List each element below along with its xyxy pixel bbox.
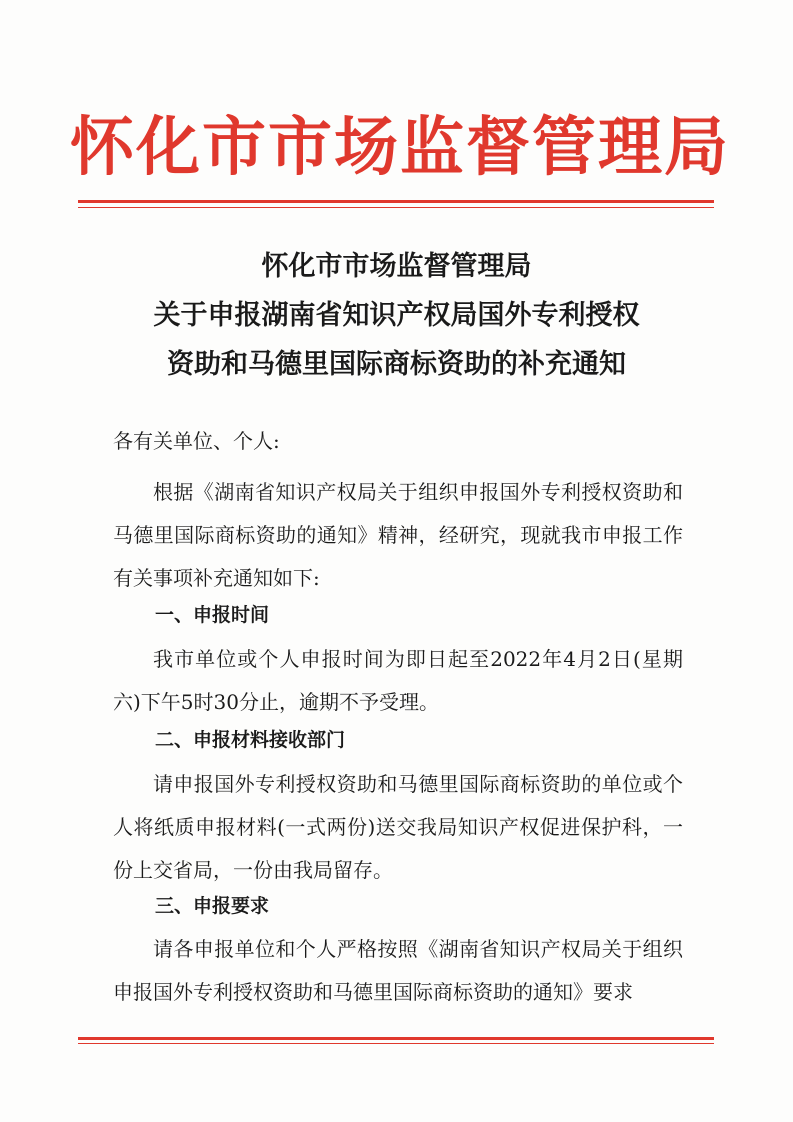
letterhead-rule-thin (78, 207, 714, 208)
document-title-line-1: 怀化市市场监督管理局 (261, 251, 532, 282)
section-1-text: 我市单位或个人申报时间为即日起至2022年4月2日(星期六)下午5时30分止，逾期不予受理。 (113, 647, 683, 714)
intro-paragraph: 根据《湖南省知识产权局关于组织申报国外专利授权资助和马德里国际商标资助的通知》精神，经研究，现就我市申报工作有关事项补充通知如下: (113, 480, 683, 590)
section-2-heading: 二、申报材料接收部门 (155, 729, 346, 751)
section-2-text: 请申报国外专利授权资助和马德里国际商标资助的单位或个人将纸质申报材料(一式两份)送交我局知识产权促进保护科，一份上交省局，一份由我局留存。 (113, 772, 683, 882)
letterhead-rule-thick (78, 200, 714, 203)
document-title-line-2: 关于申报湖南省知识产权局国外专利授权 (153, 300, 640, 331)
footer-rule-thin (78, 1043, 714, 1044)
section-3-text: 请各申报单位和个人严格按照《湖南省知识产权局关于组织申报国外专利授权资助和马德里国际商标资助的通知》要求 (113, 937, 683, 1004)
letterhead-org-name: 怀化市市场监督管理局 (70, 110, 730, 185)
salutation: 各有关单位、个人: (113, 429, 280, 453)
footer-rule-thick (78, 1037, 714, 1040)
document-title-line-3: 资助和马德里国际商标资助的补充通知 (167, 349, 626, 380)
section-1-heading: 一、申报时间 (155, 604, 270, 626)
section-3-heading: 三、申报要求 (155, 895, 270, 917)
